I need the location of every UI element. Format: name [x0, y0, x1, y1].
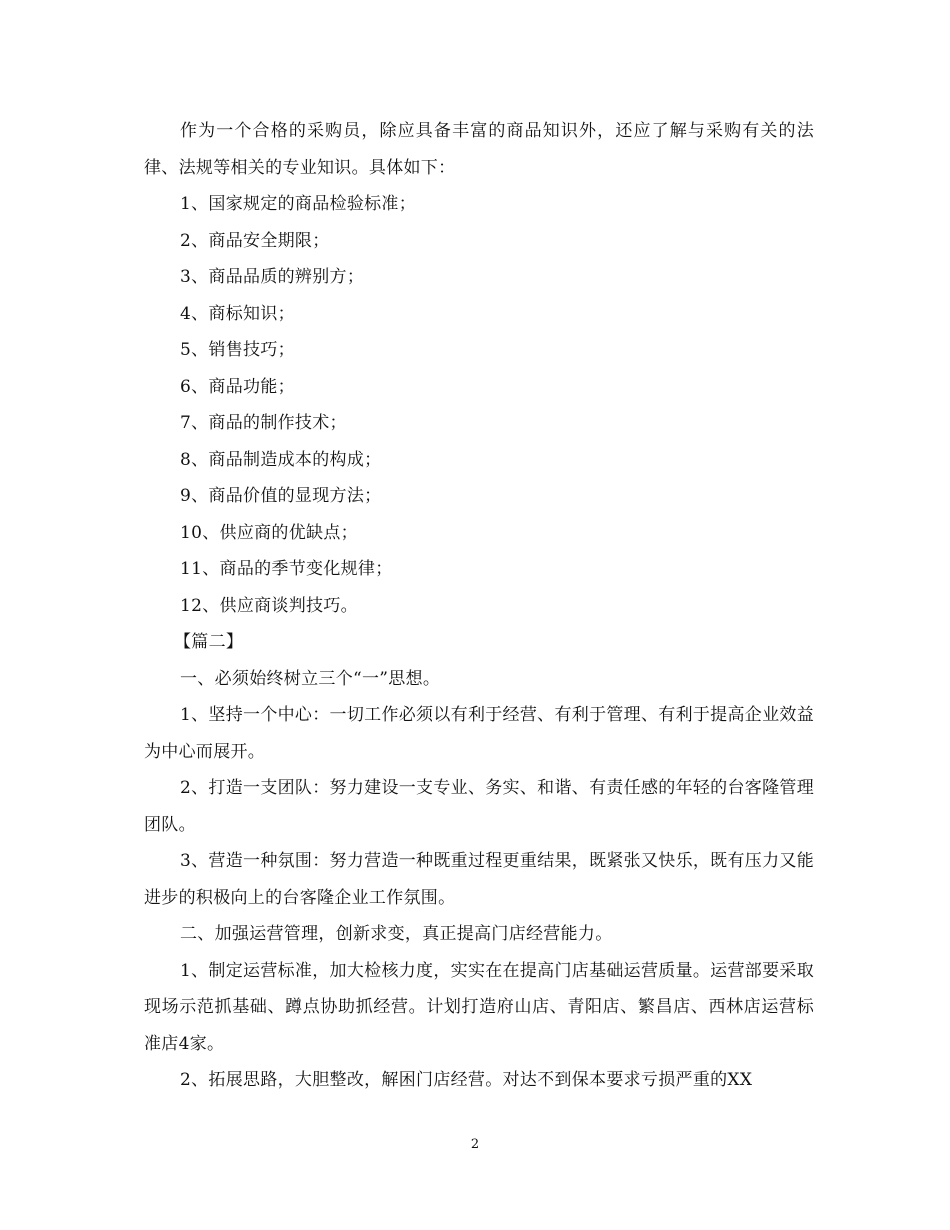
list-item-9: 9、商品价值的显现方法；	[180, 486, 382, 506]
list-item-6: 6、商品功能；	[180, 376, 295, 397]
point-paragraph: 3、营造一种氛围：努力营造一种既重过程更重结果，既紧张又快乐，既有压力又能进步的积极向上的台客隆企业工作氛围。	[144, 851, 814, 908]
intro-paragraph: 作为一个合格的采购员，除应具备丰富的商品知识外，还应了解与采购有关的法律、法规等相关的专业知识。具体如下：	[144, 121, 814, 178]
list-item-3: 3、商品品质的辨别方；	[180, 267, 365, 287]
list-item-2: 2、商品安全期限；	[180, 230, 330, 251]
subheading-two: 二、加强运营管理，创新求变，真正提高门店经营能力。	[180, 924, 613, 944]
list-item-5: 5、销售技巧；	[180, 340, 295, 360]
list-item-11: 11、商品的季节变化规律；	[180, 559, 393, 579]
point-paragraph: 2、拓展思路，大胆整改，解困门店经营。对达不到保本要求亏损严重的XX	[180, 1070, 753, 1090]
list-item-7: 7、商品的制作技术；	[180, 413, 347, 433]
list-item-1: 1、国家规定的商品检验标准；	[180, 194, 417, 214]
list-item-4: 4、商标知识；	[180, 303, 295, 324]
list-item-12: 12、供应商谈判技巧。	[180, 595, 358, 616]
point-paragraph: 1、坚持一个中心：一切工作必须以有利于经营、有利于管理、有利于提高企业效益为中心而展开。	[144, 705, 814, 762]
point-paragraph: 2、打造一支团队：努力建设一支专业、务实、和谐、有责任感的年轻的台客隆管理团队。	[144, 778, 814, 835]
point-paragraph: 1、制定运营标准，加大检核力度，实实在在提高门店基础运营质量。运营部要采取现场示范抓基础、蹲点协助抓经营。计划打造府山店、青阳店、繁昌店、西林店运营标准店4家。	[144, 960, 814, 1054]
subheading-one: 一、必须始终树立三个“一”思想。	[180, 668, 441, 689]
list-item-8: 8、商品制造成本的构成；	[180, 449, 382, 470]
list-item-10: 10、供应商的优缺点；	[180, 522, 358, 543]
section-heading: 【篇二】	[174, 632, 244, 652]
document-body	[144, 113, 814, 1099]
page-number: 2	[470, 1137, 480, 1152]
